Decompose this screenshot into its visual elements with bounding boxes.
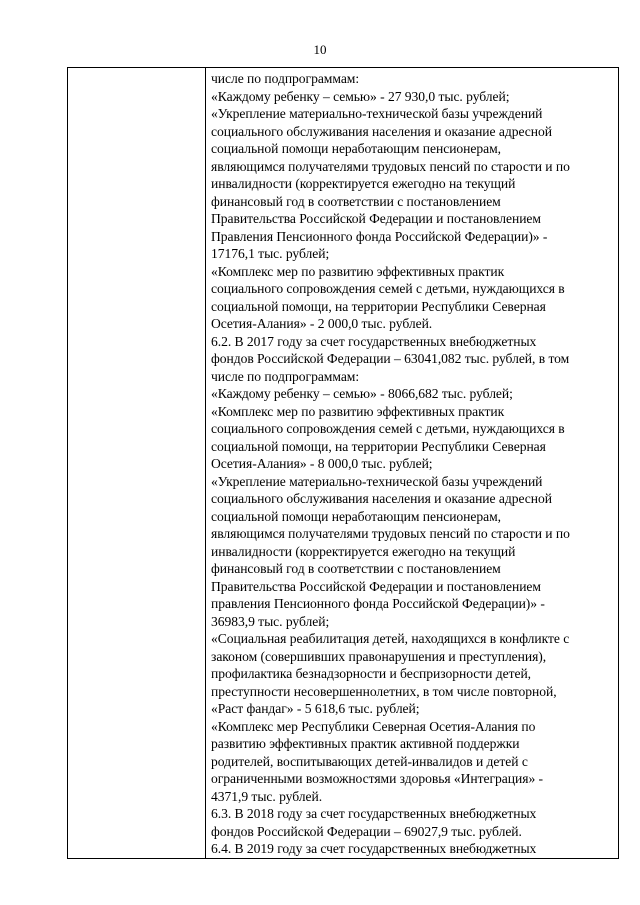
text-line: развитию эффективных практик активной поддержки	[211, 736, 520, 751]
text-line: инвалидности (корректируется ежегодно на текущий	[211, 543, 516, 559]
text-line: социальной помощи неработающим пенсионерам,	[211, 141, 502, 156]
text-line: Осетия-Алания» - 2 000,0 тыс. рублей.	[211, 316, 433, 331]
text-line: инвалидности (корректируется ежегодно на текущий	[211, 176, 516, 191]
text-line: фондов Российской Федерации – 69027,9 тыс. рублей.	[211, 823, 522, 839]
text-line: Правления Пенсионного фонда Российской Федерации)» -	[211, 228, 548, 244]
text-line: «Комплекс мер по развитию эффективных практик	[211, 403, 505, 419]
text-line: 36983,9 тыс. рублей;	[211, 613, 330, 629]
text-line: социальной помощи неработающим пенсионерам,	[211, 508, 502, 524]
text-line: законом (совершивших правонарушения и преступления),	[211, 648, 547, 664]
text-line: социальной помощи, на территории Республики Северная	[211, 438, 546, 454]
text-line: финансовый год в соответствии с постановлением	[211, 561, 501, 576]
text-line: «Каждому ребенку – семью» - 8066,682 тыс. рублей;	[211, 386, 513, 401]
text-line: социального обслуживания населения и оказание адресной	[211, 491, 552, 506]
text-line: ограниченными возможностями здоровья «Интеграция» -	[211, 771, 544, 786]
text-line: являющимся получателями трудовых пенсий по старости и по	[211, 526, 570, 541]
text-line: 6.2. В 2017 году за счет государственных внебюджетных	[211, 333, 537, 349]
text-line: социального обслуживания населения и оказание адресной	[211, 123, 552, 139]
left-cell	[68, 68, 206, 859]
program-funding-table	[67, 67, 619, 859]
text-line: числе по подпрограммам:	[211, 368, 360, 384]
text-line: являющимся получателями трудовых пенсий по старости и по	[211, 158, 570, 174]
table-row	[68, 68, 619, 859]
text-line: 17176,1 тыс. рублей;	[211, 246, 330, 261]
right-cell-text	[206, 68, 618, 858]
text-line: «Каждому ребенку – семью» - 27 930,0 тыс. рублей;	[211, 88, 510, 104]
text-line: преступности несовершеннолетних, в том числе повторной,	[211, 683, 557, 699]
text-line: «Комплекс мер Республики Северная Осетия-Алания по	[211, 718, 536, 734]
text-line: профилактика безнадзорности и беспризорности детей,	[211, 666, 532, 681]
text-line: финансовый год в соответствии с постановлением	[211, 193, 501, 209]
page-number: 10	[313, 42, 327, 57]
text-line: «Укрепление материально-технической базы учреждений	[211, 106, 543, 121]
right-cell	[206, 68, 619, 859]
text-line: Правительства Российской Федерации и постановлением	[211, 211, 541, 226]
text-line: фондов Российской Федерации – 63041,082 тыс. рублей, в том	[211, 351, 570, 366]
text-line: 6.4. В 2019 году за счет государственных внебюджетных	[211, 841, 537, 856]
text-line: числе по подпрограммам:	[211, 71, 360, 86]
text-line: 6.3. В 2018 году за счет государственных внебюджетных	[211, 806, 537, 821]
text-line: родителей, воспитывающих детей-инвалидов и детей с	[211, 753, 528, 769]
text-line: Правительства Российской Федерации и постановлением	[211, 578, 541, 594]
text-line: Осетия-Алания» - 8 000,0 тыс. рублей;	[211, 456, 433, 471]
text-line: социального сопровождения семей с детьми, нуждающихся в	[211, 281, 565, 296]
text-line: «Комплекс мер по развитию эффективных практик	[211, 263, 505, 279]
text-line: правления Пенсионного фонда Российской Федерации)» -	[211, 596, 545, 611]
text-line: социальной помощи, на территории Республики Северная	[211, 298, 546, 314]
text-line: «Раст фандаг» - 5 618,6 тыс. рублей;	[211, 701, 420, 716]
text-line: «Укрепление материально-технической базы учреждений	[211, 473, 543, 489]
text-line: «Социальная реабилитация детей, находящихся в конфликте с	[211, 631, 570, 646]
text-line: социального сопровождения семей с детьми, нуждающихся в	[211, 421, 565, 436]
text-line: 4371,9 тыс. рублей.	[211, 788, 323, 804]
